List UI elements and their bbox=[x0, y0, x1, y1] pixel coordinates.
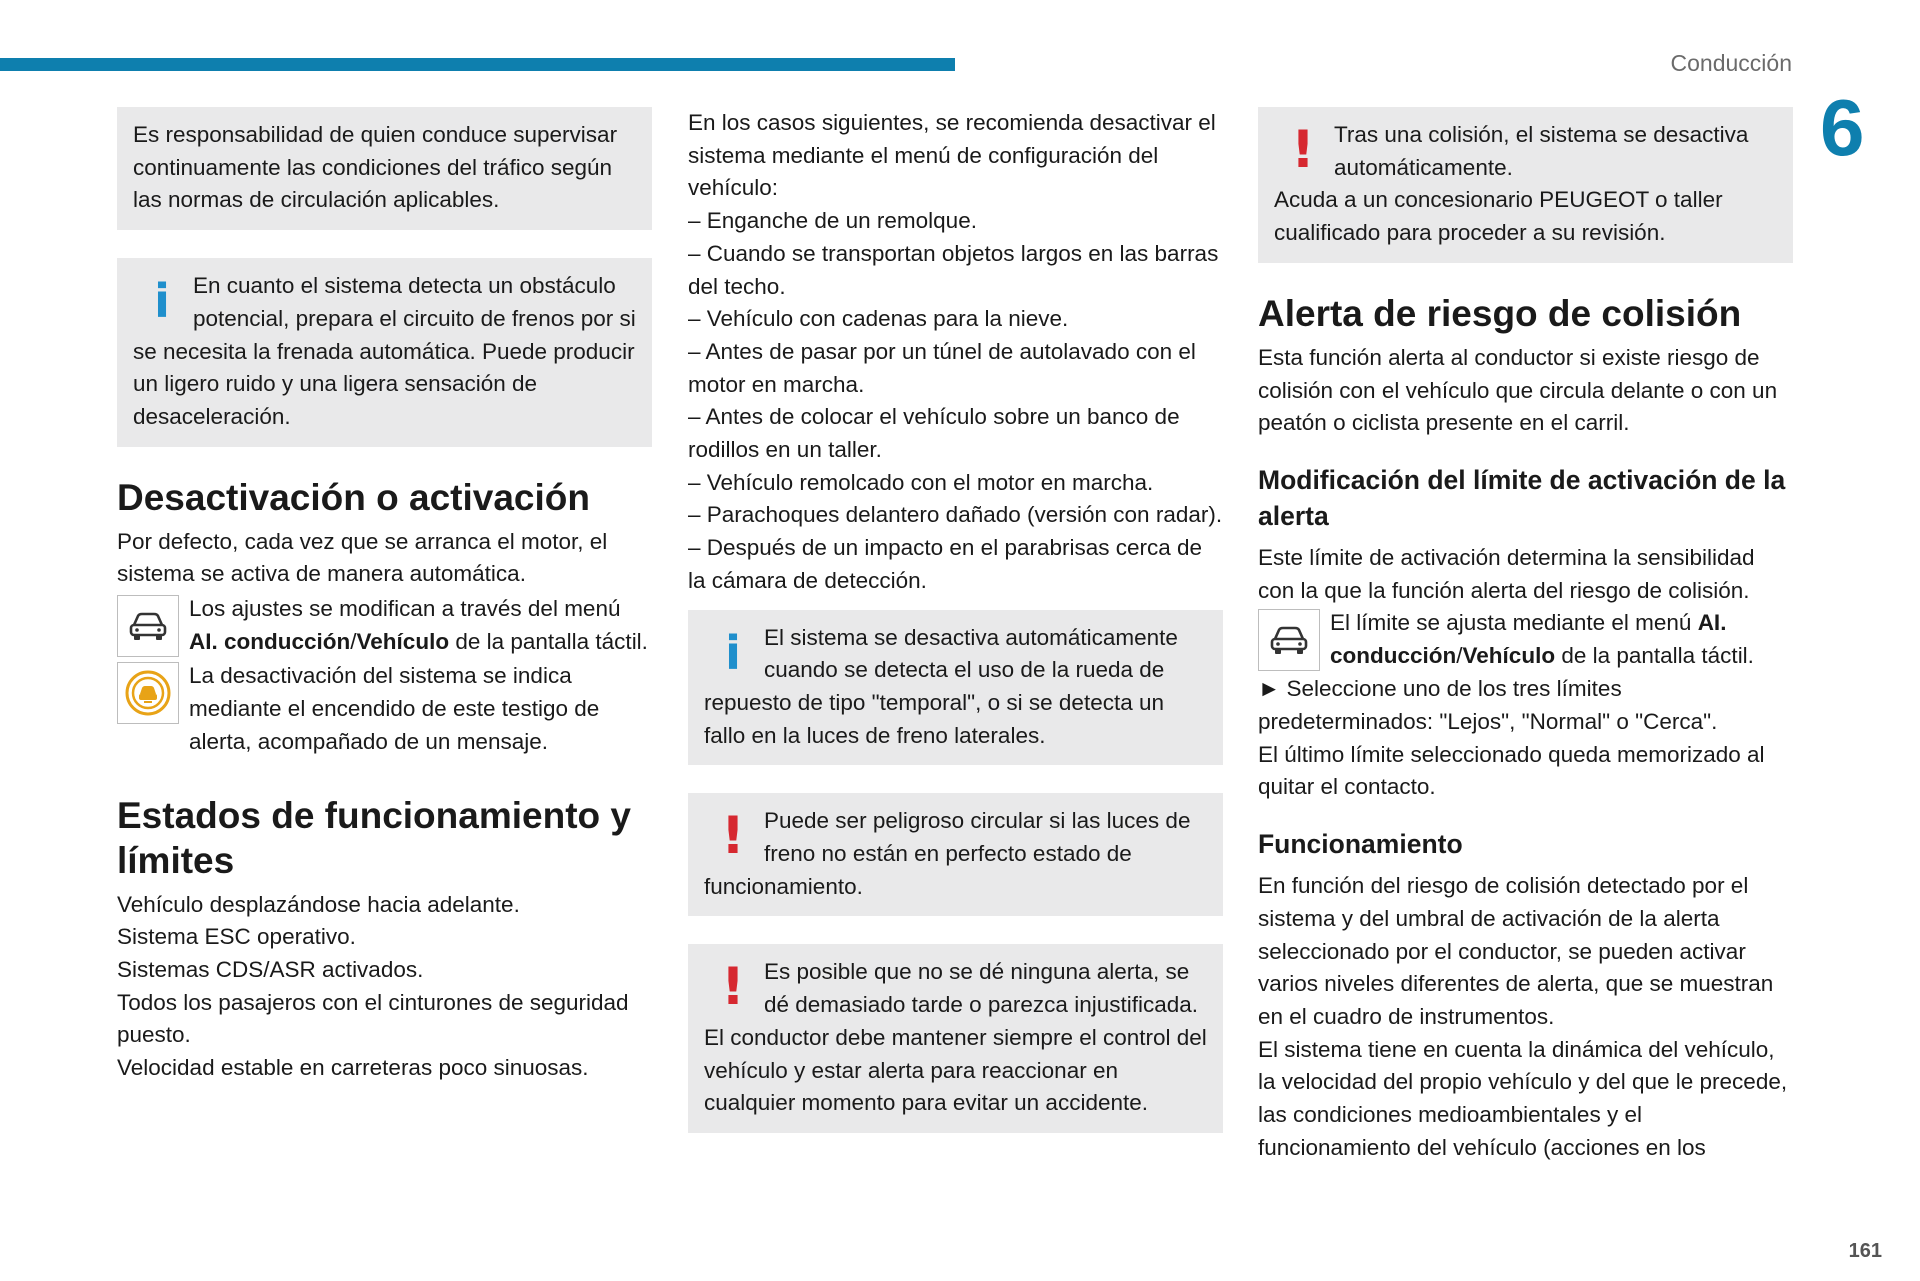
warning-brake-lights-text: Puede ser peligroso circular si las luces de freno no están en perfecto estado de funcionamiento. bbox=[704, 808, 1191, 899]
case-item: – Cuando se transportan objetos largos en las barras del techo. bbox=[688, 240, 1219, 299]
state-line: Velocidad estable en carreteras poco sinuosas. bbox=[117, 1055, 589, 1081]
dynamics-text: El sistema tiene en cuenta la dinámica del vehículo, la velocidad del propio vehículo y del que le precede, las condiciones medioambientales y el funcionamiento del vehículo (acciones en los bbox=[1258, 1036, 1788, 1160]
warning-collision-text: Tras una colisión, el sistema se desactiva automáticamente. bbox=[1334, 122, 1749, 180]
warning-icon: ! bbox=[721, 957, 745, 1018]
menu-ai-conduccion: AI. conducción bbox=[189, 628, 351, 654]
warning-box-brake-lights bbox=[688, 793, 1223, 916]
info-box-spare-wheel bbox=[688, 610, 1223, 766]
deactivation-intro: En los casos siguientes, se recomienda desactivar el sistema mediante el menú de configuración del vehículo: bbox=[688, 110, 1216, 201]
case-item: – Vehículo remolcado con el motor en marcha. bbox=[688, 469, 1154, 495]
memory-text: El último límite seleccionado queda memorizado al quitar el contacto. bbox=[1258, 741, 1765, 800]
info-spare-wheel-text: El sistema se desactiva automáticamente cuando se detecta el uso de la rueda de repuesto de tipo "temporal", o si se detecta un fallo en la luces de freno laterales. bbox=[704, 624, 1178, 748]
info-icon: i bbox=[725, 625, 741, 680]
section-title: Conducción bbox=[1670, 50, 1792, 76]
info-box-obstacle bbox=[117, 258, 652, 447]
subheading-operation: Funcionamiento bbox=[1258, 829, 1463, 860]
column-right bbox=[1258, 107, 1793, 1164]
heading-collision-alert: Alerta de riesgo de colisión bbox=[1258, 292, 1742, 334]
case-item: – Parachoques delantero dañado (versión con radar). bbox=[688, 502, 1223, 528]
chapter-number: 6 bbox=[1820, 83, 1865, 172]
operation-text: En función del riesgo de colisión detectado por el sistema y del umbral de activación de la alerta seleccionado por el conductor, se pueden activar varios niveles diferentes de alerta, que se muestran en el cuadro de instrumentos. bbox=[1258, 873, 1774, 1029]
warning-dealer-text: Acuda a un concesionario PEUGEOT o taller cualificado para proceder a su revisión. bbox=[1274, 187, 1723, 246]
warning-driver-control-text: El conductor debe mantener siempre el control del vehículo y estar alerta para reaccionar en cualquier momento para evitar un accidente. bbox=[704, 1024, 1207, 1116]
heading-deactivation: Desactivación o activación bbox=[117, 476, 590, 518]
case-item: – Antes de pasar por un túnel de autolavado con el motor en marcha. bbox=[688, 338, 1196, 397]
settings-text: Los ajustes se modifican a través del menú AI. conducción/Vehículo de la pantalla táctil. bbox=[189, 596, 648, 654]
limit-settings-paragraph bbox=[1258, 607, 1793, 672]
menu-vehiculo: Vehículo bbox=[356, 628, 450, 654]
case-item: – Vehículo con cadenas para la nieve. bbox=[688, 306, 1069, 332]
page-number: 161 bbox=[1848, 1240, 1882, 1262]
warning-box-collision bbox=[1258, 107, 1793, 263]
select-limit-text: ► Seleccione uno de los tres límites predeterminados: "Lejos", "Normal" o "Cerca". bbox=[1258, 676, 1718, 735]
column-left bbox=[117, 107, 652, 1085]
warning-no-alert-text: Es posible que no se dé ninguna alerta, se dé demasiado tarde o parezca injustificada. bbox=[764, 959, 1199, 1018]
warning-icon: ! bbox=[721, 806, 745, 867]
heading-operating-states: Estados de funcionamiento y límites bbox=[117, 794, 631, 881]
case-item: – Antes de colocar el vehículo sobre un banco de rodillos en un taller. bbox=[688, 404, 1180, 463]
brake-warning-lamp-icon bbox=[117, 662, 179, 724]
car-settings-icon bbox=[1258, 609, 1320, 671]
state-line: Sistemas CDS/ASR activados. bbox=[117, 956, 424, 982]
state-line: Vehículo desplazándose hacia adelante. bbox=[117, 891, 520, 917]
responsibility-text: Es responsabilidad de quien conduce supervisar continuamente las condiciones del tráfico según las normas de circulación aplicables. bbox=[133, 122, 618, 213]
warning-lamp-paragraph bbox=[117, 660, 652, 758]
case-item: – Después de un impacto en el parabrisas cerca de la cámara de detección. bbox=[688, 535, 1203, 593]
info-obstacle-text: En cuanto el sistema detecta un obstáculo potencial, prepara el circuito de frenos por si se necesita la frenada automática. Puede producir un ligero ruido y una ligera sensación de desaceleración. bbox=[133, 273, 636, 429]
warning-box-no-alert bbox=[688, 944, 1223, 1133]
limit-settings-text: El límite se ajusta mediante el menú AI. conducción/Vehículo de la pantalla táctil. bbox=[1330, 610, 1754, 669]
collision-alert-text: Esta función alerta al conductor si existe riesgo de colisión con el vehículo que circula delante o con un peatón o ciclista presente en el carril. bbox=[1258, 344, 1778, 436]
header-accent-bar bbox=[0, 58, 955, 71]
settings-paragraph bbox=[117, 593, 652, 658]
subheading-threshold: Modificación del límite de activación de la alerta bbox=[1258, 464, 1786, 531]
column-middle bbox=[688, 107, 1223, 1161]
car-settings-icon bbox=[117, 595, 179, 657]
menu-ai-conduccion: AI. conducción bbox=[1330, 610, 1727, 669]
responsibility-note bbox=[117, 107, 652, 230]
info-icon: i bbox=[154, 274, 170, 329]
state-line: Todos los pasajeros con el cinturones de seguridad puesto. bbox=[117, 989, 629, 1048]
default-activation-text: Por defecto, cada vez que se arranca el motor, el sistema se activa de manera automática. bbox=[117, 528, 608, 587]
case-item: – Enganche de un remolque. bbox=[688, 208, 977, 234]
state-line: Sistema ESC operativo. bbox=[117, 924, 356, 950]
threshold-text: Este límite de activación determina la sensibilidad con la que la función alerta del riesgo de colisión. bbox=[1258, 544, 1755, 603]
warning-icon: ! bbox=[1291, 120, 1315, 180]
menu-vehiculo: Vehículo bbox=[1462, 643, 1556, 669]
warning-lamp-text: La desactivación del sistema se indica mediante el encendido de este testigo de alerta, acompañado de un mensaje. bbox=[189, 663, 600, 754]
